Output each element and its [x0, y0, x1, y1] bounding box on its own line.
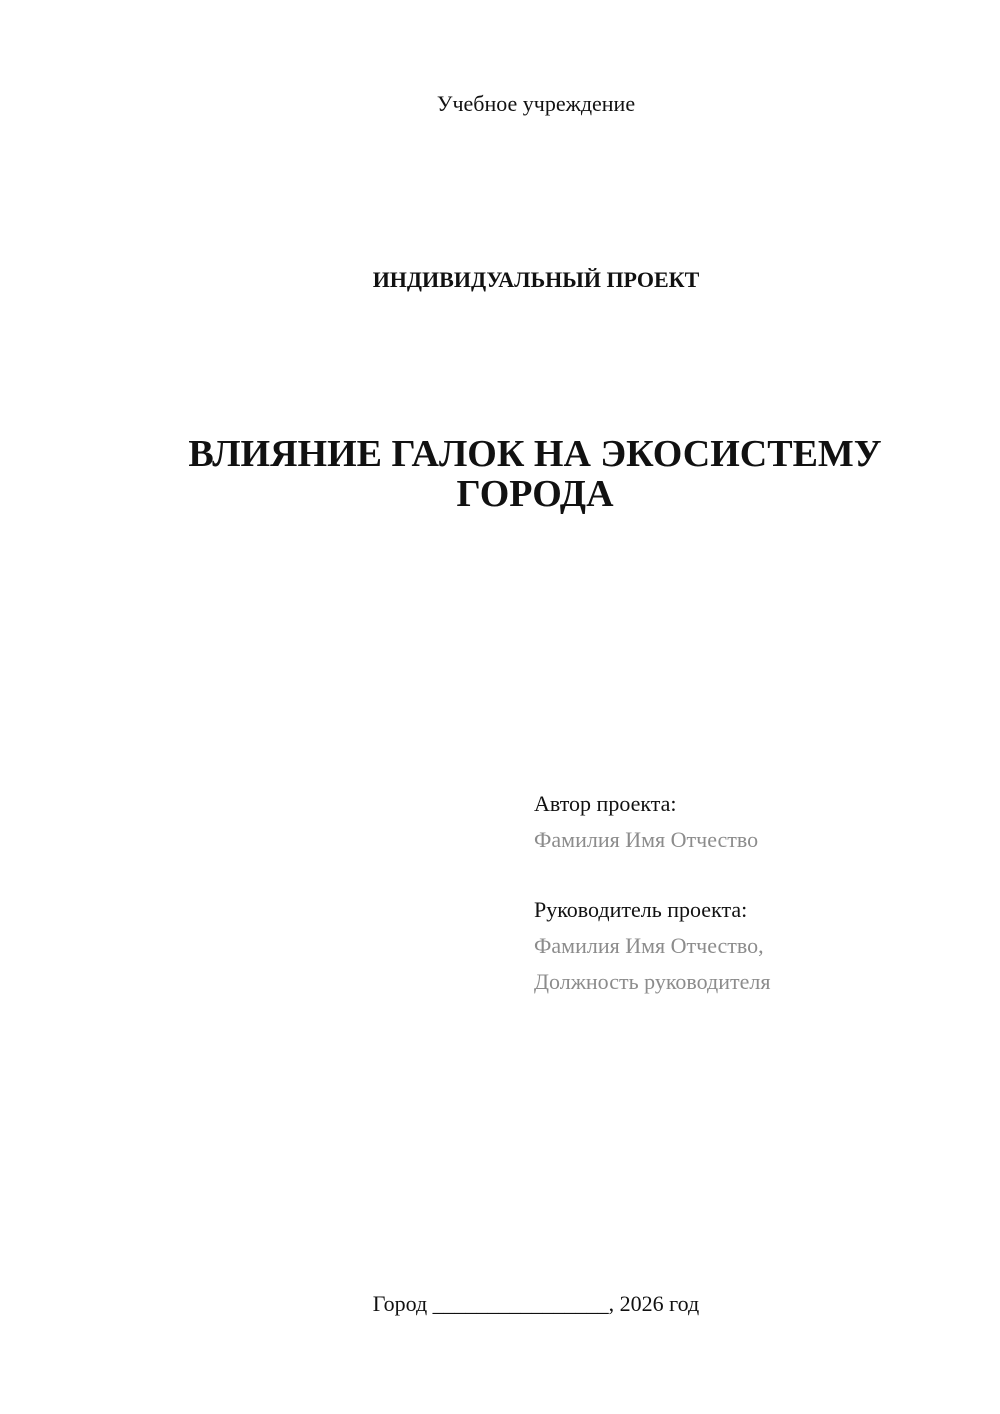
author-label: Автор проекта: — [534, 791, 677, 816]
city-blank-line: ________________ — [432, 1291, 609, 1316]
credits-spacer — [534, 858, 974, 892]
author-name-placeholder: Фамилия Имя Отчество — [534, 827, 759, 852]
credits-block — [534, 786, 974, 1000]
institution-name: Учебное учреждение — [436, 91, 636, 116]
city-year-line — [0, 1288, 1000, 1320]
city-label: Город — [372, 1291, 428, 1316]
project-type-heading: ИНДИВИДУАЛЬНЫЙ ПРОЕКТ — [372, 267, 700, 292]
project-title — [140, 434, 930, 514]
project-title-line-2: ГОРОДА — [456, 473, 614, 515]
year-text: , 2026 год — [608, 1291, 700, 1316]
supervisor-label: Руководитель проекта: — [534, 897, 748, 922]
supervisor-name-placeholder: Фамилия Имя Отчество, — [534, 933, 764, 958]
project-title-line-1: ВЛИЯНИЕ ГАЛОК НА ЭКОСИСТЕМУ — [188, 433, 882, 475]
supervisor-position-placeholder: Должность руководителя — [534, 969, 771, 994]
